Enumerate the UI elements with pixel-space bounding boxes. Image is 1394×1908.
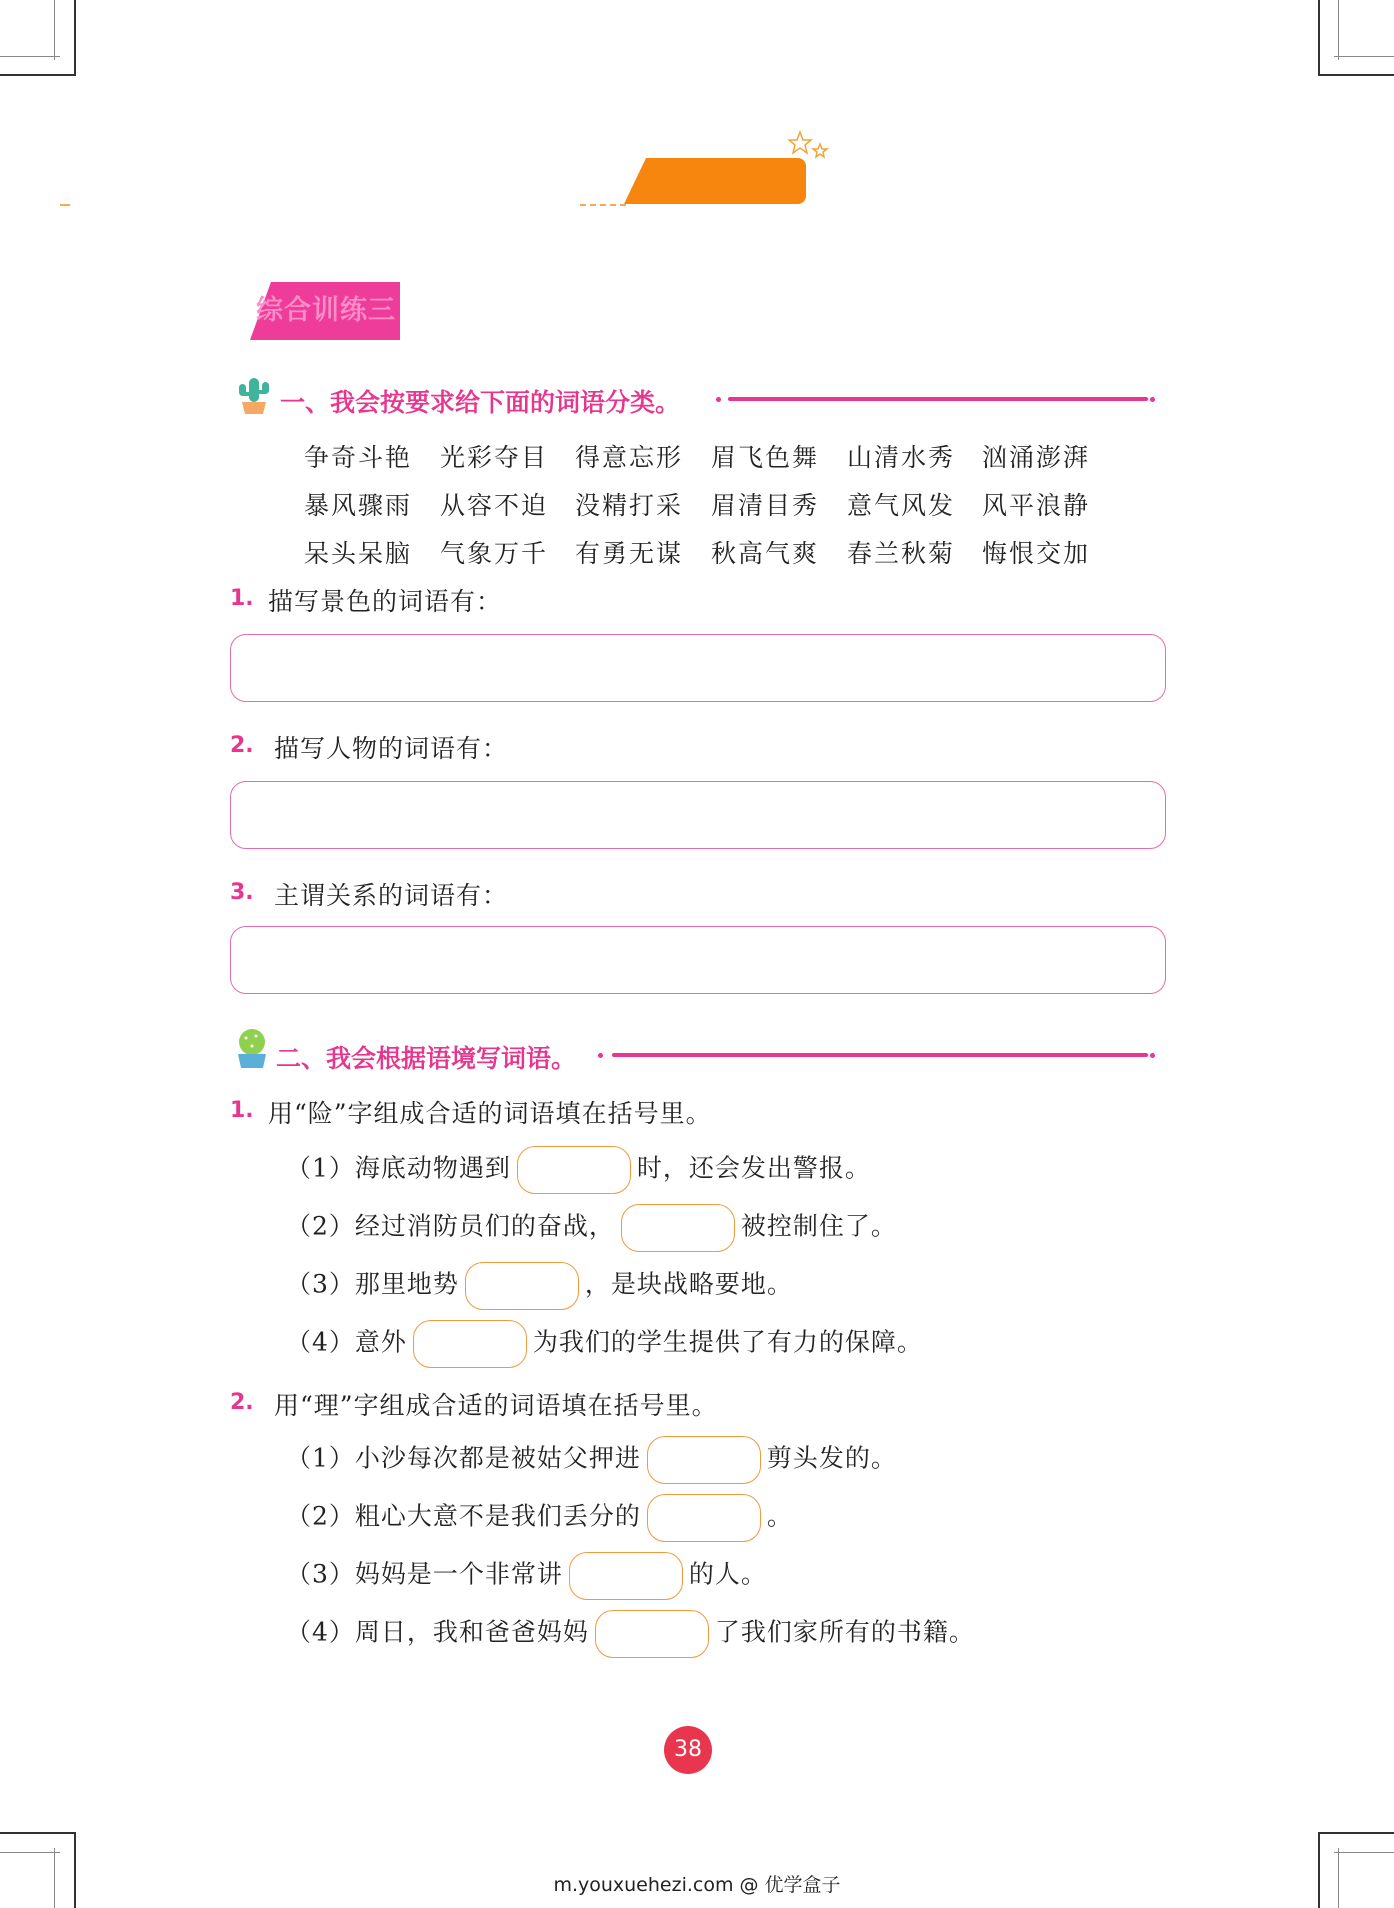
question-number: 3. <box>230 880 254 905</box>
question-text: 用“理”字组成合适的词语填在括号里。 <box>274 1391 718 1420</box>
answer-box[interactable] <box>230 926 1166 994</box>
word-item: 得意忘形 <box>575 443 684 472</box>
section-heading-dot <box>716 397 721 402</box>
fill-item-pre: （3）那里地势 <box>286 1269 459 1299</box>
fill-item-post: 剪头发的。 <box>766 1443 897 1473</box>
page-title: 综合训练三 <box>256 295 396 326</box>
question-number: 1. <box>230 586 254 611</box>
fill-item-pre: （2）经过消防员们的奋战， <box>286 1211 615 1241</box>
potted-plant-icon <box>232 1026 272 1070</box>
fill-item-pre: （4）意外 <box>286 1327 407 1357</box>
header-dashed-line <box>580 204 626 206</box>
fill-item-pre: （2）粗心大意不是我们丢分的 <box>286 1501 641 1531</box>
word-item: 春兰秋菊 <box>847 539 956 568</box>
cactus-icon <box>232 372 276 416</box>
fill-item-pre: （4）周日，我和爸爸妈妈 <box>286 1617 589 1647</box>
question-number: 1. <box>230 1098 254 1123</box>
word-item: 眉飞色舞 <box>711 443 820 472</box>
fill-item <box>286 1146 871 1194</box>
word-item: 暴风骤雨 <box>304 491 413 520</box>
question-text: 主谓关系的词语有： <box>274 881 509 910</box>
section-heading-dot <box>598 1053 603 1058</box>
question-text: 用“险”字组成合适的词语填在括号里。 <box>268 1099 712 1128</box>
footer-watermark: m.youxuehezi.com @ 优学盒子 <box>553 1874 841 1896</box>
crop-mark <box>0 56 60 57</box>
section-heading-line <box>612 1053 1148 1057</box>
section-heading-line <box>728 397 1148 401</box>
word-item: 有勇无谋 <box>575 539 684 568</box>
fill-item-post: 为我们的学生提供了有力的保障。 <box>532 1327 923 1357</box>
word-item: 从容不迫 <box>440 491 549 520</box>
fill-item <box>286 1204 897 1252</box>
page-number: 38 <box>664 1726 712 1774</box>
fill-item-post: 的人。 <box>688 1559 767 1589</box>
word-item: 争奇斗艳 <box>304 443 413 472</box>
fill-item-pre: （1）小沙每次都是被姑父押进 <box>286 1443 641 1473</box>
crop-mark <box>0 74 76 76</box>
word-item: 没精打采 <box>575 491 684 520</box>
fill-item-post: ，是块战略要地。 <box>584 1269 793 1299</box>
fill-blank[interactable] <box>595 1610 709 1658</box>
word-item: 汹涌澎湃 <box>982 443 1091 472</box>
section-heading: 二、我会根据语境写词语。 <box>276 1044 577 1073</box>
word-item: 悔恨交加 <box>982 539 1091 568</box>
fill-item-post: 被控制住了。 <box>740 1211 897 1241</box>
question-number: 2. <box>230 733 254 758</box>
word-item: 呆头呆脑 <box>304 539 413 568</box>
word-item: 光彩夺目 <box>440 443 549 472</box>
crop-mark <box>1318 74 1394 76</box>
crop-mark <box>54 0 55 60</box>
fill-item <box>286 1436 897 1484</box>
crop-mark <box>1318 0 1320 76</box>
crop-mark <box>0 1852 60 1853</box>
question-text: 描写人物的词语有： <box>274 734 509 763</box>
fill-blank[interactable] <box>621 1204 735 1252</box>
fill-item <box>286 1320 923 1368</box>
crop-mark <box>1318 1832 1394 1834</box>
crop-mark <box>1334 56 1394 57</box>
fill-item <box>286 1494 793 1542</box>
fill-item-pre: （1）海底动物遇到 <box>286 1153 511 1183</box>
fill-blank[interactable] <box>647 1494 761 1542</box>
fill-blank[interactable] <box>413 1320 527 1368</box>
fill-item <box>286 1262 793 1310</box>
fill-blank[interactable] <box>465 1262 579 1310</box>
section-heading: 一、我会按要求给下面的词语分类。 <box>280 388 681 417</box>
crop-mark <box>1334 1852 1394 1853</box>
section-heading-dot <box>1150 397 1155 402</box>
fill-blank[interactable] <box>517 1146 631 1194</box>
word-item: 眉清目秀 <box>711 491 820 520</box>
crop-mark <box>1338 0 1339 60</box>
section-heading-dot <box>1150 1053 1155 1058</box>
crop-mark <box>0 1832 76 1834</box>
word-item: 秋高气爽 <box>711 539 820 568</box>
answer-box[interactable] <box>230 781 1166 849</box>
fill-blank[interactable] <box>569 1552 683 1600</box>
fill-item <box>286 1552 767 1600</box>
word-item: 气象万千 <box>440 539 549 568</box>
header-dashed-line <box>60 204 70 206</box>
word-item: 山清水秀 <box>847 443 956 472</box>
star-icon <box>788 130 832 166</box>
header-orange-bar <box>646 158 806 204</box>
fill-item-pre: （3）妈妈是一个非常讲 <box>286 1559 563 1589</box>
question-text: 描写景色的词语有： <box>268 587 503 616</box>
fill-item-post: 了我们家所有的书籍。 <box>714 1617 975 1647</box>
fill-item-post: 。 <box>766 1501 793 1531</box>
word-item: 风平浪静 <box>982 491 1091 520</box>
fill-item <box>286 1610 975 1658</box>
question-number: 2. <box>230 1390 254 1415</box>
answer-box[interactable] <box>230 634 1166 702</box>
word-item: 意气风发 <box>847 491 956 520</box>
fill-item-post: 时，还会发出警报。 <box>636 1153 871 1183</box>
crop-mark <box>74 0 76 76</box>
fill-blank[interactable] <box>647 1436 761 1484</box>
